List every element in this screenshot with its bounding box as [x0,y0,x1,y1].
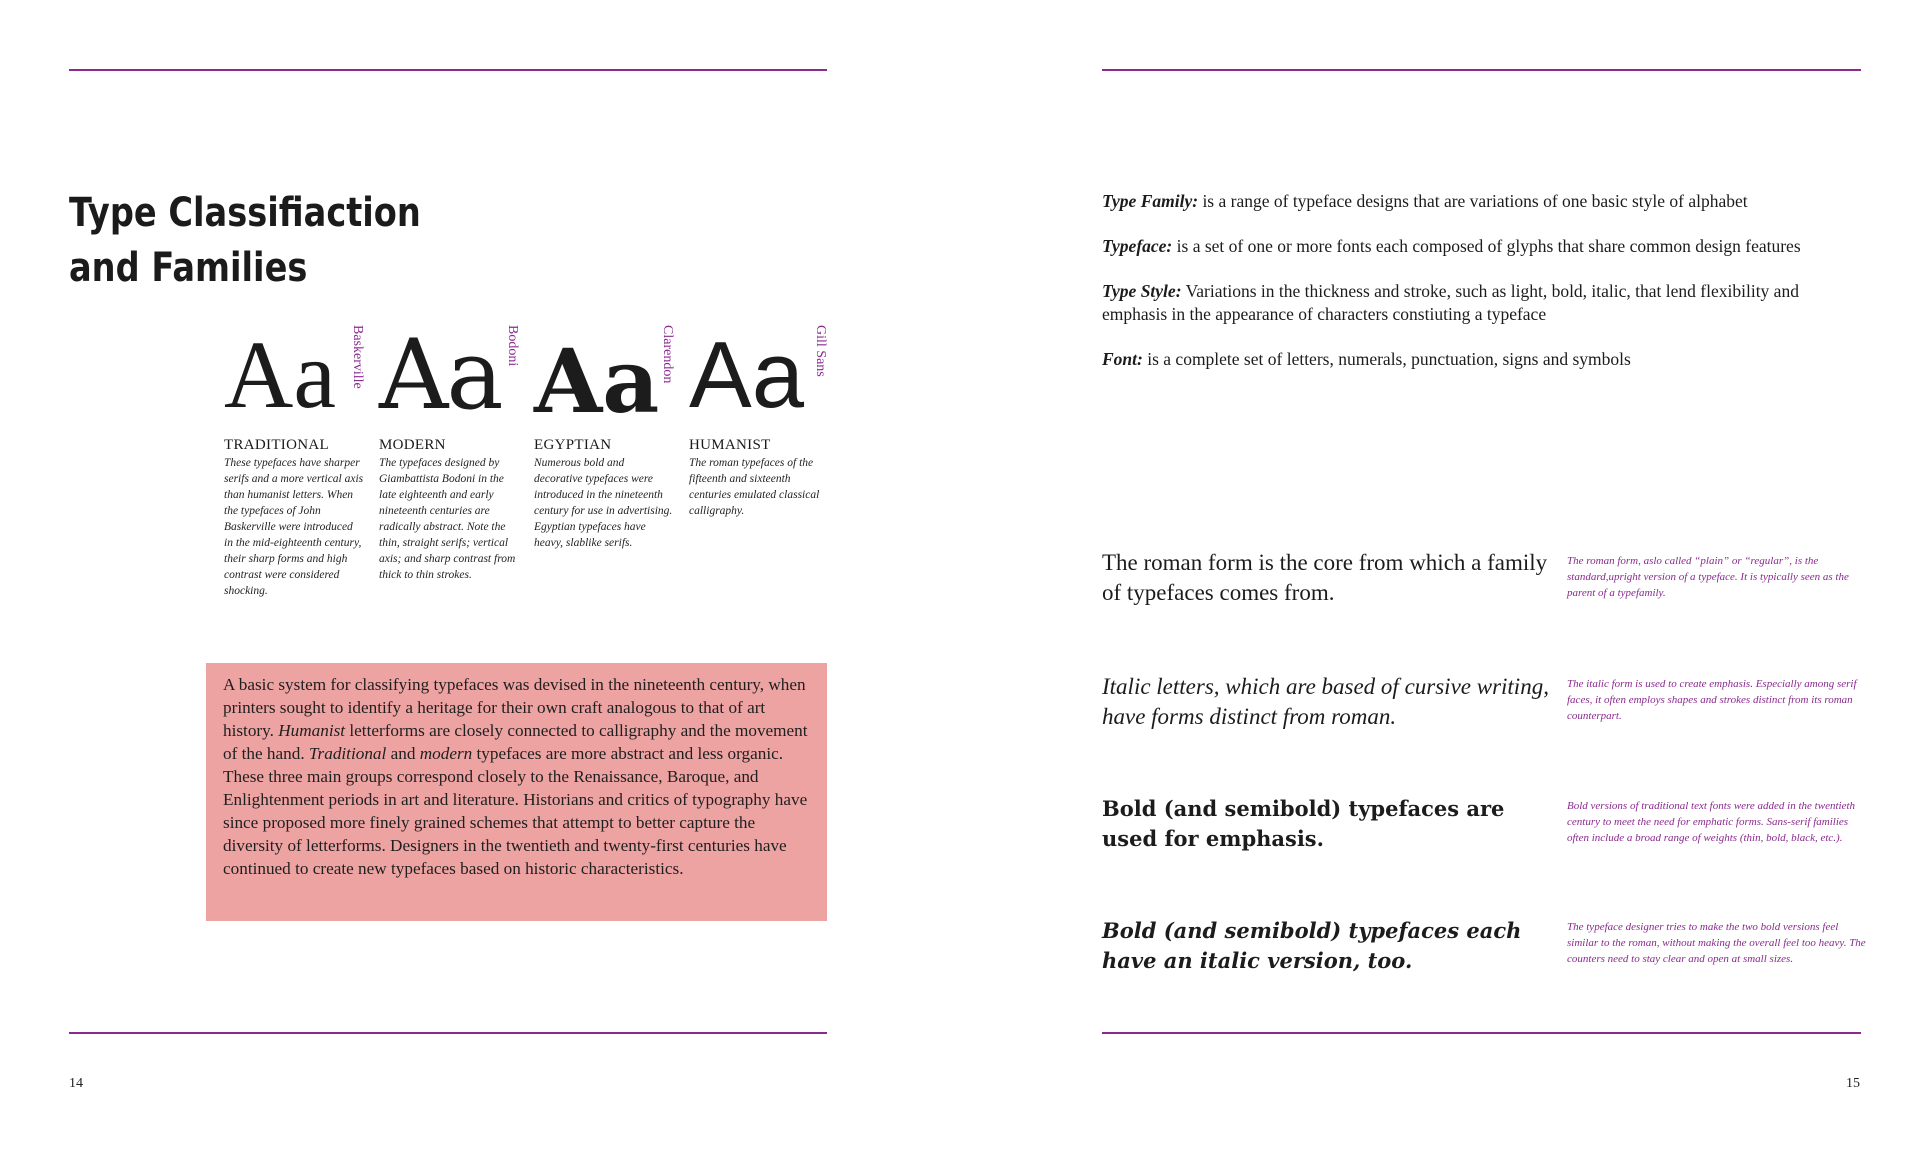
example-bold: Bold (and semibold) typefaces are used for emphasis. [1102,796,1505,851]
definition-type-style [1102,280,1842,326]
specimen-glyph: Aa [224,321,336,428]
definition-term: Type Family: [1102,191,1199,211]
specimen-typeface-name: Gill Sans [813,325,828,377]
specimen-category: MODERN [379,437,446,453]
specimen-category: HUMANIST [689,437,771,453]
top-rule-left [69,69,827,71]
definition-font [1102,348,1842,371]
summary-modern-term: modern [419,744,473,763]
specimen-typeface-name: Bodoni [505,325,520,367]
specimen-typeface-name: Clarendon [660,325,675,384]
summary-part-4: typefaces are more abstract and less organic. These three main groups correspond closely to the Renaissance, Baroque, and Enlightenment periods in art and literature. Historians and critics of typography have since proposed more finely grained schemes that attempt to better capture the diversity of letterforms. Designers in the twentieth and twenty-first centuries have continued to create new typefaces based on historic characteristics. [223,744,808,878]
note-roman: The roman form, aslo called “plain” or “regular”, is the standard,upright version of a typeface. It is typically seen as the parent of a typefamily. [1567,555,1849,599]
summary-part-3: and [386,744,420,763]
title-line-1: Type Classifiaction [69,190,421,236]
definition-text: Variations in the thickness and stroke, such as light, bold, italic, that lend flexibility and emphasis in the appearance of characters constiuting a typeface [1102,281,1799,324]
definition-text: is a set of one or more fonts each composed of glyphs that share common design features [1172,236,1801,256]
summary-part-2: letterforms are closely connected to calligraphy and the movement of the hand. [223,721,808,763]
definition-term: Font: [1102,349,1143,369]
example-bold-italic: Bold (and semibold) typefaces each have an italic version, too. [1102,918,1522,973]
definitions-list [1102,190,1842,393]
specimen-glyph: Aa [689,322,804,427]
specimen-description: The typefaces designed by Giambattista Bodoni in the late eighteenth and early nineteenth centuries are radically abstract. Note the thin, straight serifs; vertical axis; and sharp contrast from thick to thin strokes. [379,457,516,581]
classification-summary-text [223,673,815,880]
page-title [69,186,421,296]
specimen-glyph: Aa [534,329,660,433]
note-italic: The italic form is used to create emphasis. Especially among serif faces, it often employs shapes and strokes distinct from its roman counterpart. [1567,678,1857,722]
title-line-2: and Families [69,245,308,291]
specimen-category: TRADITIONAL [224,437,329,453]
specimen-glyph: Aa [379,319,502,431]
specimen-description: The roman typefaces of the fifteenth and sixteenth centuries emulated classical calligraphy. [689,457,820,517]
bottom-rule-left [69,1032,827,1034]
definition-text: is a complete set of letters, numerals, punctuation, signs and symbols [1142,349,1631,369]
specimen-category: EGYPTIAN [534,437,612,453]
summary-traditional-term: Traditional [308,744,387,763]
example-roman: The roman form is the core from which a family of typefaces comes from. [1102,550,1548,605]
specimen-description: Numerous bold and decorative typefaces were introduced in the nineteenth century for use in advertising. Egyptian typefaces have heavy, slablike serifs. [534,457,673,549]
note-bold: Bold versions of traditional text fonts were added in the twentieth century to meet the need for emphatic forms. Sans-serif families often include a broad range of weights (thin, bold, black, etc.). [1567,800,1856,844]
definition-typeface [1102,235,1842,258]
bottom-rule-right [1102,1032,1861,1034]
example-italic: Italic letters, which are based of cursive writing, have forms distinct from roman. [1102,674,1549,729]
definition-text: is a range of typeface designs that are variations of one basic style of alphabet [1198,191,1748,211]
specimen-typeface-name: Baskerville [350,325,365,389]
top-rule-right [1102,69,1861,71]
definition-term: Typeface: [1102,236,1173,256]
note-bold-italic: The typeface designer tries to make the two bold versions feel similar to the roman, without making the overall feel too heavy. The counters need to stay clear and open at small sizes. [1567,921,1866,965]
classification-summary-box [206,663,827,921]
definition-term: Type Style: [1102,281,1182,301]
summary-part-1: A basic system for classifying typefaces was devised in the nineteenth century, when printers sought to identify a heritage for their own craft analogous to that of art history. [223,675,806,740]
summary-humanist-term: Humanist [278,721,346,740]
page-number-left: 14 [69,1076,83,1091]
specimen-description: These typefaces have sharper serifs and a more vertical axis than humanist letters. When the typefaces of John Baskerville were introduced in the mid-eighteenth century, their sharp forms and high contrast were considered shocking. [224,457,364,597]
definition-type-family [1102,190,1842,213]
page-number-right: 15 [1846,1076,1860,1091]
